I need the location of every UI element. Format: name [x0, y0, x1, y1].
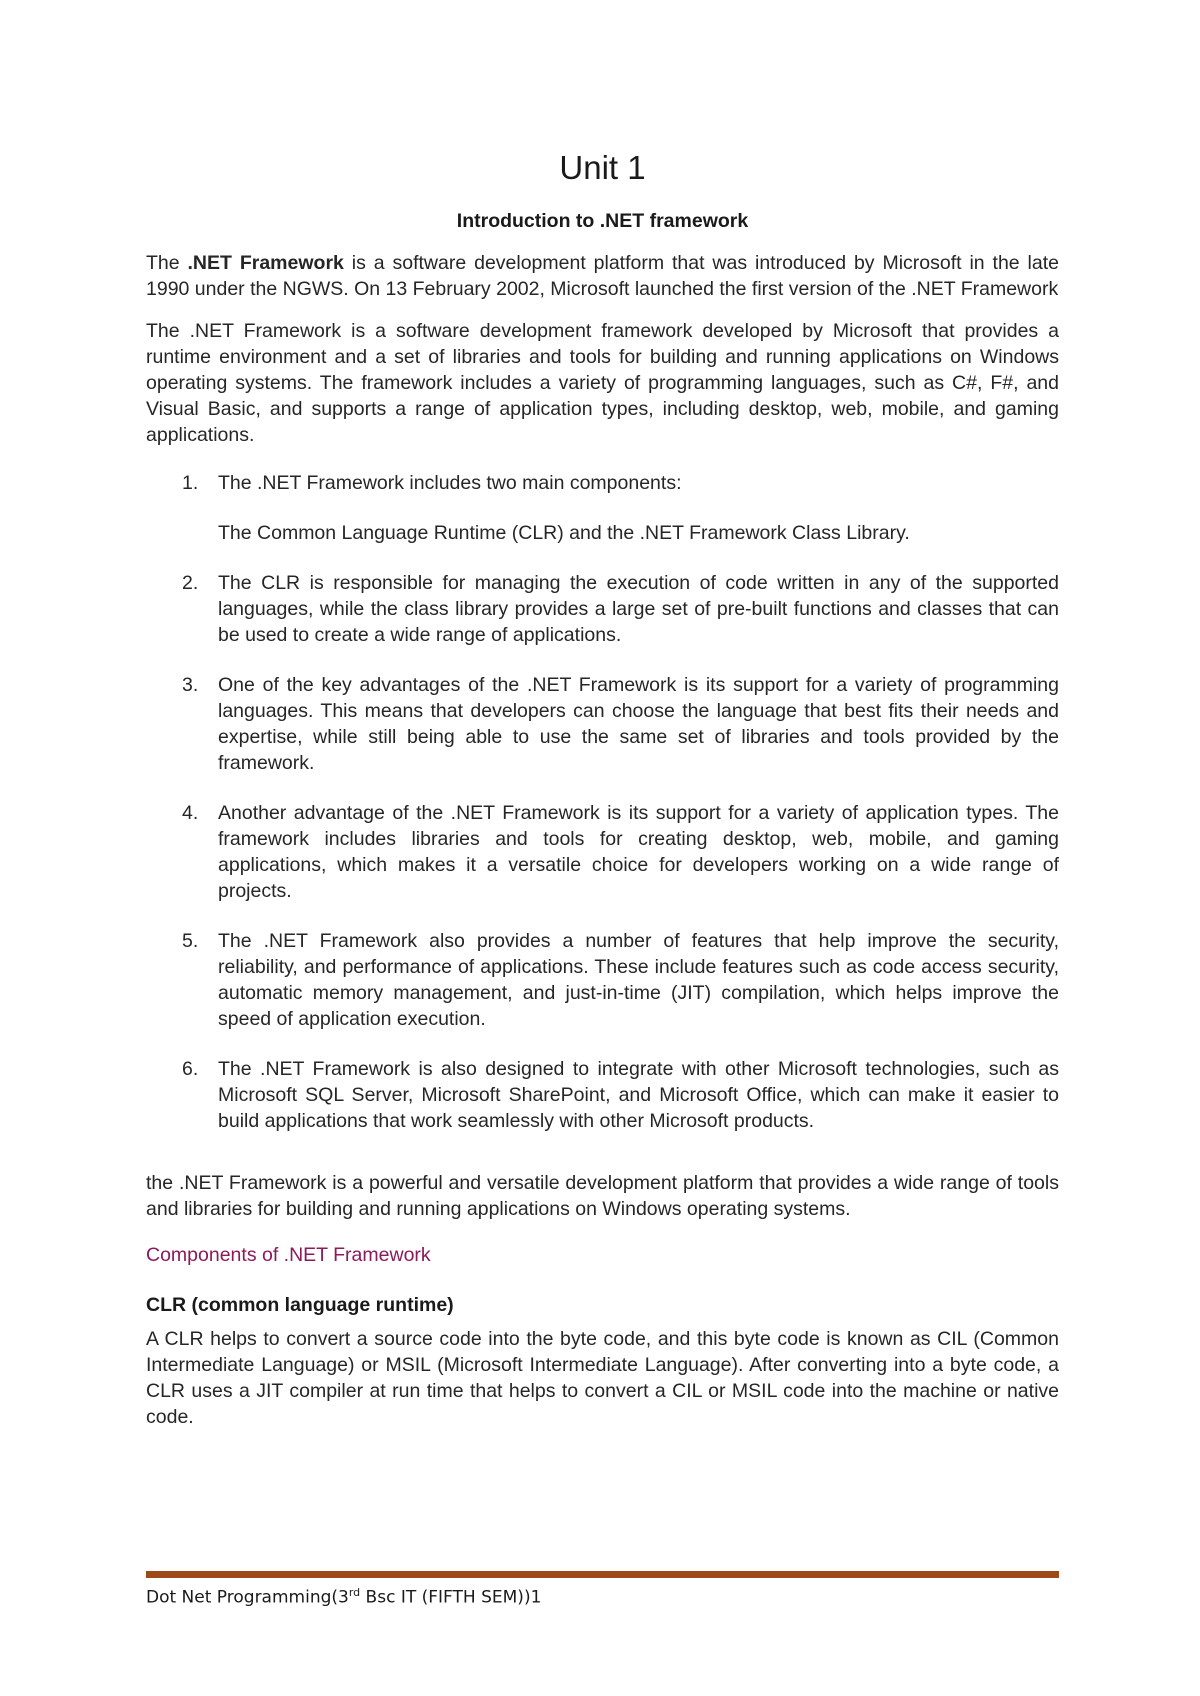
footer-rule [146, 1571, 1059, 1578]
page-title: Unit 1 [559, 149, 646, 186]
list-item [146, 928, 1059, 1032]
points-list [146, 470, 1059, 1134]
intro-rest: is a software development platform that was introduced by Microsoft in the late 1990 under the NGWS. On 13 February 2002, Microsoft launched the first version of the .NET Framework [146, 252, 1059, 300]
list-item [146, 672, 1059, 776]
clr-paragraph: A CLR helps to convert a source code into the byte code, and this byte code is known as CIL (Common Intermediate Language) or MSIL (Microsoft Intermediate Language). After converting into a byte code, a CLR uses a JIT compiler at run time that helps to convert a CIL or MSIL code into the machine or native code. [146, 1328, 1059, 1428]
clr-heading: CLR (common language runtime) [146, 1294, 454, 1316]
list-item [146, 800, 1059, 904]
list-item-number: 6. [182, 1058, 199, 1080]
intro-prefix: The [146, 252, 188, 274]
section-heading: Components of .NET Framework [146, 1244, 431, 1266]
page-subtitle: Introduction to .NET framework [456, 210, 749, 232]
list-item-text: One of the key advantages of the .NET Framework is its support for a variety of programming languages. This means that developers can choose the language that best fits their needs and expertise, while still being able to use the same set of libraries and tools provided by the framework. [218, 674, 1059, 774]
overview-paragraph: The .NET Framework is a software development framework developed by Microsoft that provides a runtime environment and a set of libraries and tools for building and running applications on Windows operating systems. The framework includes a variety of programming languages, such as C#, F#, and Visual Basic, and supports a range of application types, including desktop, web, mobile, and gaming applications. [146, 320, 1059, 446]
list-item [146, 570, 1059, 648]
list-item-number: 5. [182, 930, 199, 952]
list-item-number: 1. [182, 472, 199, 494]
page-content [146, 140, 1059, 1430]
footer-prefix: Dot Net Programming(3 [146, 1587, 349, 1608]
footer-superscript: rd [348, 1586, 361, 1599]
list-item-number: 4. [182, 802, 199, 824]
footer-suffix: Bsc IT (FIFTH SEM))1 [360, 1587, 542, 1608]
closing-paragraph: the .NET Framework is a powerful and versatile development platform that provides a wide range of tools and libraries for building and running applications on Windows operating systems. [146, 1172, 1059, 1220]
list-item [146, 470, 1059, 546]
list-item-number: 3. [182, 674, 199, 696]
list-item-subtext: The Common Language Runtime (CLR) and the .NET Framework Class Library. [218, 522, 910, 544]
intro-paragraph [146, 250, 1059, 302]
list-item [146, 1056, 1059, 1134]
list-item-text: Another advantage of the .NET Framework is its support for a variety of application types. The framework includes libraries and tools for creating desktop, web, mobile, and gaming applications, which makes it a versatile choice for developers working on a wide range of projects. [218, 802, 1059, 902]
list-item-text: The .NET Framework is also designed to integrate with other Microsoft technologies, such as Microsoft SQL Server, Microsoft SharePoint, and Microsoft Office, which can make it easier to build applications that work seamlessly with other Microsoft products. [218, 1058, 1059, 1132]
list-item-text: The CLR is responsible for managing the execution of code written in any of the supported languages, while the class library provides a large set of pre-built functions and classes that can be used to create a wide range of applications. [218, 572, 1059, 646]
list-item-text: The .NET Framework includes two main components: [218, 472, 682, 494]
intro-bold-term: .NET Framework [187, 252, 344, 274]
list-item-number: 2. [182, 572, 199, 594]
page-footer [146, 1586, 541, 1608]
list-item-text: The .NET Framework also provides a number of features that help improve the security, reliability, and performance of applications. These include features such as code access security, automatic memory management, and just-in-time (JIT) compilation, which helps improve the speed of application execution. [218, 930, 1059, 1030]
